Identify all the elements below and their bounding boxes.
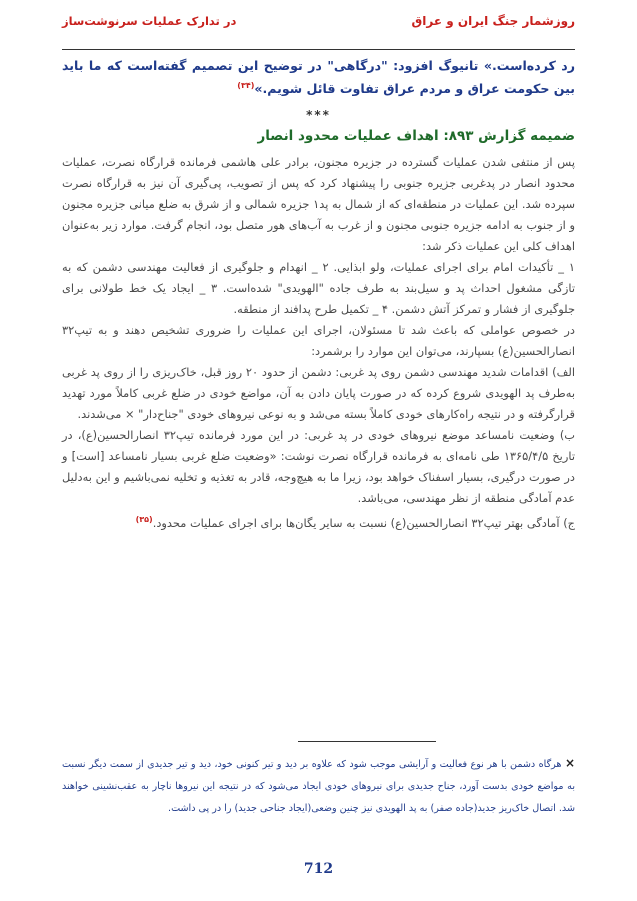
footnote-divider: [298, 741, 436, 742]
book-title: روزشمار جنگ ایران و عراق: [411, 14, 575, 28]
footnote-marker: ×: [564, 756, 575, 770]
footnote-text: هرگاه دشمن با هر نوع فعالیت و آرایشی موجب شود که علاوه بر دید و تیر کنونی خود، دید و تیر جدیدی از سمت دیگر نسبت به مواضع خودی بدست آورد، جناح جدیدی برای نیروهای خودی ایجاد می‌شود که در نتیجه این نیروها ناچار به عقب‌نشینی خواهند شد. اتصال خاک‌ریز جدید(جاده صفر) به پد الهویدی نیز چنین وضعی(ایجاد جناحی جدید) را در پی داشت.: [62, 759, 575, 814]
final-reference: (۳۵): [135, 515, 153, 525]
body-paragraph: پس از منتفی شدن عملیات گسترده در جزیره مجنون، برادر علی هاشمی فرمانده قرارگاه نصرت، عملیات محدود انصار در پدغربی جزیره جنوبی را پیشنهاد کرد که پس از تصویب، پی‌گیری آن نیز به قرارگاه نصرت سپرده شد. این عملیات در منطقه‌ای که از شمال به پد۱ جزیره شمالی و از شرق به ضلع میانی جزیره مجنون و از جنوب به ادامه جزیره جنوبی مجنون و از غرب به آب‌های هور متصل بود، انجام گرفت. موارد زیر به‌عنوان اهداف کلی این عملیات ذکر شد:: [62, 155, 575, 254]
section-separator: ***: [306, 108, 331, 123]
page-number: 712: [303, 861, 334, 877]
body-paragraph: الف) اقدامات شدید مهندسی دشمن روی پد غربی: دشمن از حدود ۲۰ روز قبل، خاک‌ریزی را از روی پد غربی به‌طرف پد الهویدی شروع کرده که در صورت پایان دادن به آن، مواضع خودی در ضلع غربی کاملاً مورد تهدید قرارگرفته و در نتیجه راه‌کارهای خودی کاملاً بسته می‌شد و به نوعی نیروهای خودی "جناح‌دار" × می‌شدند.: [62, 365, 575, 422]
chapter-title: در تدارک عملیات سرنوشت‌ساز: [62, 14, 237, 28]
body-paragraph: در خصوص عواملی که باعث شد تا مسئولان، اجرای این عملیات را ضروری تشخیص دهند و به تیپ۳۲ انصارالحسین(ع) بسپارند، می‌توان این موارد را برشمرد:: [62, 323, 575, 359]
appendix-title: ضمیمه گزارش ۸۹۳: اهداف عملیات محدود انصار: [257, 128, 575, 145]
running-header: [62, 14, 575, 32]
main-content: [62, 56, 575, 534]
body-paragraph: ۱ _ تأکیدات امام برای اجرای عملیات، ولو ابذایی. ۲ _ انهدام و جلوگیری از فعالیت مهندسی دشمن که به تازگی مشغول احداث پد و سیل‌بند به طرف جاده "الهویدی" شده‌است. ۳ _ ایجاد یک خط طولانی برای جلوگیری از فشار و تمرکز آتش دشمن. ۴ _ تکمیل طرح پدافند از منطقه.: [62, 260, 575, 317]
footnote: [62, 752, 575, 820]
appendix-body: [62, 152, 575, 534]
last-paragraph-text: ج) آمادگی بهتر تیپ۳۲ انصارالحسین(ع) نسبت به سایر یگان‌ها برای اجرای عملیات محدود.: [152, 515, 575, 530]
lead-reference: (۳۴): [237, 81, 255, 90]
body-paragraph: ب) وضعیت نامساعد موضع نیروهای خودی در پد غربی: در این مورد فرمانده تیپ۳۲ انصارالحسین(ع)، در تاریخ ۱۳۶۵/۴/۵ طی نامه‌ای به فرمانده قرارگاه نصرت نوشت: «وضعیت ضلع غربی بسیار نامساعد [است] و در صورت درگیری، بسیار اسفناک خواهد بود، زیرا ما به هیچ‌وجه، قادر به تغذیه و تخلیه نمی‌باشیم و این به‌دلیل عدم آمادگی منطقه از نظر مهندسی، می‌باشد.: [62, 428, 575, 506]
lead-paragraph: [62, 56, 575, 99]
header-divider: [62, 49, 575, 50]
body-paragraph-last: [62, 509, 575, 534]
lead-text: رد کرده‌است.» تانیوگ افزود: "درگاهی" در توضیح این تصمیم گفته‌است که ما باید بین حکومت عراق و مردم عراق تفاوت قائل شویم.»: [62, 58, 575, 97]
